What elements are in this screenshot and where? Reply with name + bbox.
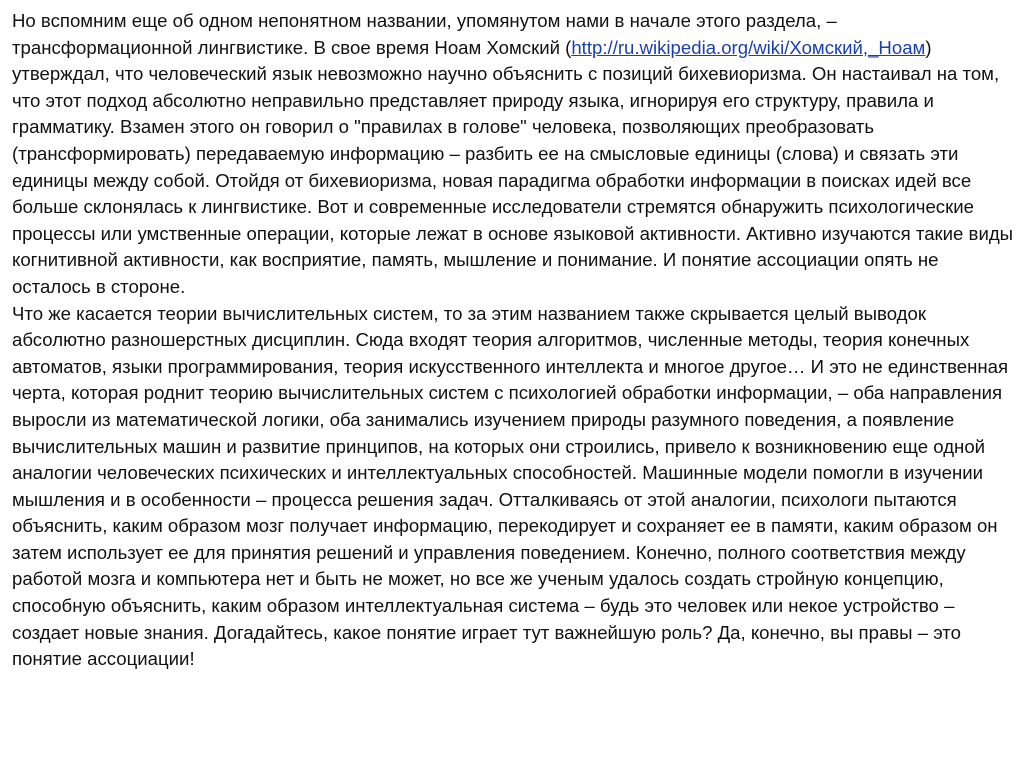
paragraph-chomsky bbox=[12, 8, 1016, 301]
paragraph-chomsky-rest: ) утверждал, что человеческий язык невозможно научно объяснить с позиций бихевиоризма. Он настаивал на том, что этот подход абсолютно неправильно представляет природу языка, игнорируя его структуру, правила и грамматику. Взамен этого он говорил о "правилах в голове" человека, позволяющих преобразовать (трансформировать) передаваемую информацию – разбить ее на смысловые единицы (слова) и связать эти единицы между собой. Отойдя от бихевиоризма, новая парадигма обработки информации в поисках идей все больше склонялась к лингвистике. Вот и современные исследователи стремятся обнаружить психологические процессы или умственные операции, которые лежат в основе языковой активности. Активно изучаются такие виды когнитивной активности, как восприятие, память, мышление и понимание. И понятие ассоциации опять не осталось в стороне. bbox=[12, 36, 1014, 297]
paragraph-computing-theory: Что же касается теории вычислительных систем, то за этим названием также скрывается целый выводок абсолютно разношерстных дисциплин. Сюда входят теория алгоритмов, численные методы, теория конечных автоматов, языки программирования, теория искусственного интеллекта и многое другое… И это не единственная черта, которая роднит теорию вычислительных систем с психологией обработки информации, – оба направления выросли из математической логики, оба занимались изучением природы разумного поведения, а появление вычислительных машин и развитие принципов, на которых они строились, привело к возникновению еще одной аналогии человеческих психических и интеллектуальных способностей. Машинные модели помогли в изучении мышления и в особенности – процесса решения задач. Отталкиваясь от этой аналогии, психологи пытаются объяснить, каким образом мозг получает информацию, перекодирует и сохраняет ее в памяти, каким образом он затем использует ее для принятия решений и управления поведением. Конечно, полного соответствия между работой мозга и компьютера нет и быть не может, но все же ученым удалось создать стройную концепцию, способную объяснить, каким образом интеллектуальная система – будь это человек или некое устройство – создает новые знания. Догадайтесь, какое понятие играет тут важнейшую роль? Да, конечно, вы правы – это понятие ассоциации! bbox=[12, 302, 1009, 670]
paragraph-chomsky-intro: Но вспомним еще об одном непонятном названии, упомянутом нами в начале этого раздела, – трансформационной лингвистике. В свое время Ноам Хомский ( bbox=[12, 10, 837, 58]
document-body bbox=[12, 8, 1016, 673]
wikipedia-chomsky-link[interactable]: http://ru.wikipedia.org/wiki/Хомский,_Ноам bbox=[571, 36, 926, 58]
